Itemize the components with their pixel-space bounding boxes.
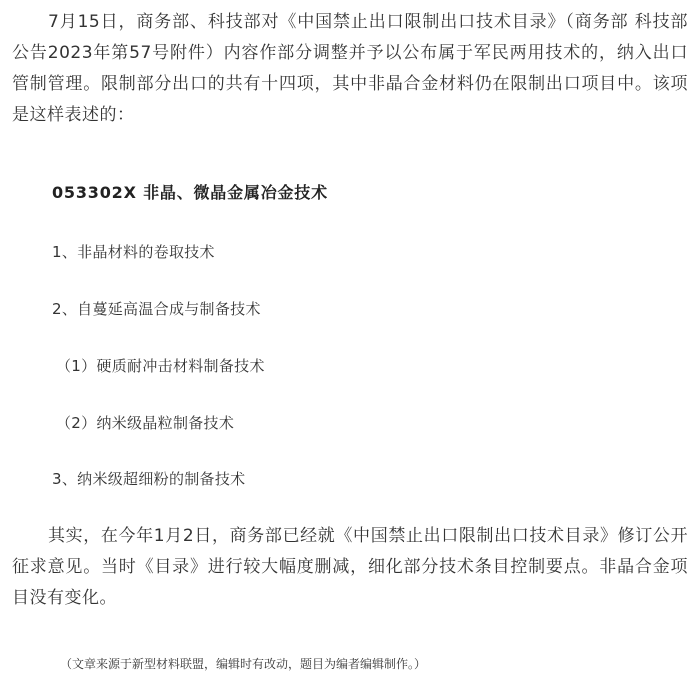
list-subitem: （1）硬质耐冲击材料制备技术 [56, 357, 265, 375]
list-item: 1、非晶材料的卷取技术 [52, 243, 215, 261]
source-note: （文章来源于新型材料联盟，编辑时有改动，题目为编者编辑制作。） [60, 657, 427, 671]
list-item: 3、纳米级超细粉的制备技术 [52, 470, 246, 488]
followup-paragraph: 其实，在今年1月2日，商务部已经就《中国禁止出口限制出口技术目录》修订公开征求意见。当时《目录》进行较大幅度删减，细化部分技术条目控制要点。非晶合金项目没有变化。 [12, 526, 688, 608]
intro-paragraph: 7月15日，商务部、科技部对《中国禁止出口限制出口技术目录》（商务部 科技部公告2023年第57号附件）内容作部分调整并予以公布属于军民两用技术的，纳入出口管制管理。限制部分出口的共有十四项，其中非晶合金材料仍在限制出口项目中。该项是这样表述的： [12, 12, 688, 125]
list-subitem: （2）纳米级晶粒制备技术 [56, 414, 235, 432]
technology-heading: 053302X 非晶、微晶金属冶金技术 [52, 183, 328, 202]
list-item: 2、自蔓延高温合成与制备技术 [52, 300, 261, 318]
